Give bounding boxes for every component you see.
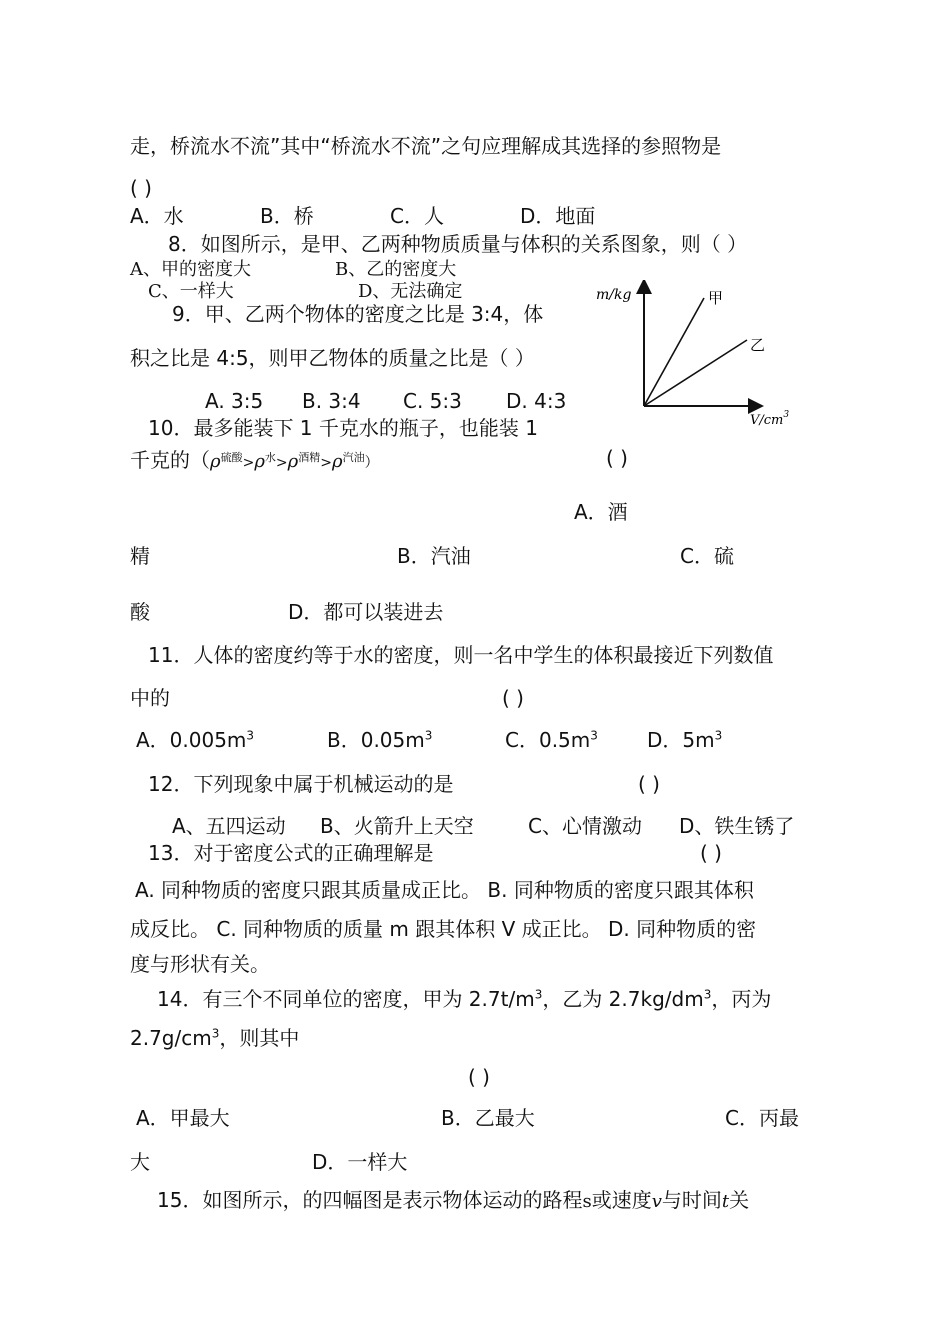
q10-stem-line2: 千克的$(\rho_{硫酸}>\rho_水>\rho_{酒精}>\rho_{汽油})$	[130, 448, 379, 472]
q10-answer-bracket: ( )	[606, 446, 628, 470]
series-label-yi: 乙	[750, 336, 766, 354]
q15-stem: 15．如图所示，的四幅图是表示物体运动的路程s或速度v与时间t关	[157, 1188, 750, 1212]
q9-stem-line1: 9．甲、乙两个物体的密度之比是 3:4，体	[172, 302, 544, 326]
q10-option-d: D．都可以装进去	[288, 600, 444, 624]
q12-stem: 12．下列现象中属于机械运动的是	[148, 772, 454, 796]
q13-stem: 13．对于密度公式的正确理解是	[148, 841, 434, 865]
q8-option-a: A、甲的密度大	[130, 259, 251, 280]
series-line-yi	[644, 340, 747, 406]
q8-option-c: C、一样大	[148, 281, 234, 302]
q8-stem: 8．如图所示，是甲、乙两种物质质量与体积的关系图象，则（ ）	[168, 232, 748, 256]
q12-option-d: D、铁生锈了	[679, 814, 795, 838]
q8-option-d: D、无法确定	[358, 281, 463, 302]
q11-option-a: A．$0.005m^3$	[136, 728, 255, 752]
q14-stem-line2: $2.7g/cm^3$，则其中	[130, 1026, 300, 1050]
q12-option-b: B、火箭升上天空	[320, 814, 474, 838]
q11-stem-line1: 11．人体的密度约等于水的密度，则一名中学生的体积最接近下列数值	[148, 643, 774, 667]
q13-options-line3: 度与形状有关。	[130, 952, 270, 976]
q11-stem-line2: 中的	[130, 686, 170, 710]
q14-option-c: C．丙最	[725, 1106, 799, 1130]
q14-answer-bracket: ( )	[468, 1065, 490, 1089]
q10-option-b: B．汽油	[397, 544, 471, 568]
q13-options-line2: 成反比。 C. 同种物质的质量 m 跟其体积 V 成正比。 D. 同种物质的密	[130, 917, 757, 941]
q7-option-b: B．桥	[260, 204, 314, 228]
q7-stem-line: 走，桥流水不流”其中“桥流水不流”之句应理解成其选择的参照物是	[130, 134, 722, 158]
q13-options-line1: A. 同种物质的密度只跟其质量成正比。 B. 同种物质的密度只跟其体积	[135, 878, 754, 902]
q9-option-a: A. 3:5	[205, 389, 264, 413]
q10-option-a: A．酒	[574, 500, 628, 524]
q9-stem-line2: 积之比是 4:5，则甲乙物体的质量之比是（ ）	[130, 346, 535, 370]
rho-sulfuric-acid: $\rho_{硫酸}$	[210, 451, 243, 472]
q14-stem-line1: 14．有三个不同单位的密度，甲为 $2.7t/m^3$，乙为 $2.7kg/dm^3$，丙为	[157, 987, 772, 1011]
x-axis-label: $V/cm^3$	[750, 410, 790, 428]
q8-option-b: B、乙的密度大	[335, 259, 457, 280]
q9-option-c: C. 5:3	[403, 389, 462, 413]
series-line-jia	[644, 298, 704, 406]
q12-option-a: A、五四运动	[172, 814, 286, 838]
q9-option-d: D. 4:3	[506, 389, 567, 413]
q10-option-a-cont: 精	[130, 544, 150, 568]
q10-stem-text: 千克的（	[130, 448, 210, 472]
q12-option-c: C、心情激动	[528, 814, 642, 838]
q14-option-c-cont: 大	[130, 1150, 150, 1174]
q13-answer-bracket: ( )	[700, 841, 722, 865]
q11-option-c: C．$0.5m^3$	[505, 728, 598, 752]
y-axis-label: m/kg	[596, 287, 632, 303]
q14-option-d: D．一样大	[312, 1150, 408, 1174]
q9-option-b: B. 3:4	[302, 389, 361, 413]
q7-option-a: A．水	[130, 204, 184, 228]
q12-answer-bracket: ( )	[638, 772, 660, 796]
q11-option-b: B．$0.05m^3$	[327, 728, 433, 752]
q7-option-c: C．人	[390, 204, 444, 228]
q7-answer-bracket: ( )	[130, 176, 152, 200]
rho-water: $\rho_水$	[254, 451, 276, 472]
series-label-jia: 甲	[708, 289, 724, 307]
rho-gasoline: $\rho_{汽油}$	[331, 451, 365, 472]
mass-volume-graph	[590, 280, 805, 430]
q11-answer-bracket: ( )	[502, 686, 524, 710]
q10-option-c-cont: 酸	[130, 600, 150, 624]
q14-option-a: A．甲最大	[136, 1106, 230, 1130]
rho-alcohol: $\rho_{酒精}$	[287, 451, 321, 472]
q14-option-b: B．乙最大	[441, 1106, 535, 1130]
q11-option-d: D．$5m^3$	[647, 728, 723, 752]
q10-option-c: C．硫	[680, 544, 734, 568]
q7-option-d: D．地面	[520, 204, 596, 228]
q10-stem-line1: 10．最多能装下 1 千克水的瓶子，也能装 1	[148, 416, 538, 440]
